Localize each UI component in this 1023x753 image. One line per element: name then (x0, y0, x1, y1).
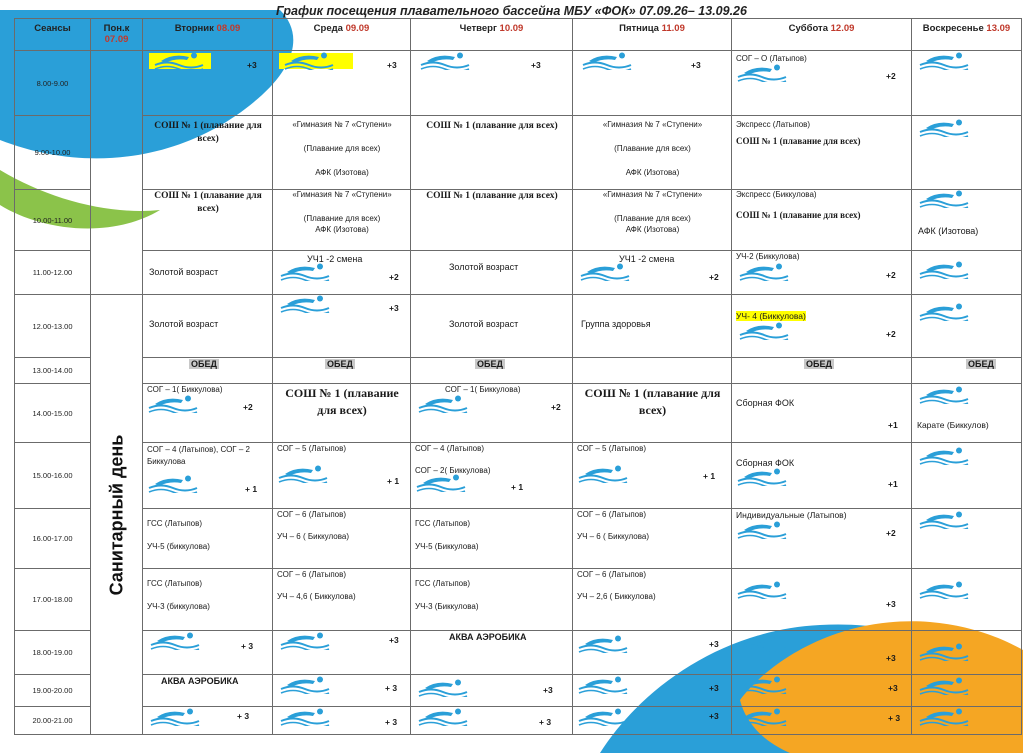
tue-1100 (143, 251, 273, 295)
cell-text: СОГ – 1( Биккулова) (445, 385, 521, 394)
swimmer-icon (277, 465, 329, 483)
swimmer-icon (415, 474, 467, 492)
sun-0800 (912, 51, 1022, 116)
thu-1200 (411, 295, 573, 358)
tue-1400 (143, 384, 273, 443)
sat-0900 (732, 116, 912, 190)
cell-text: ОБЕД (806, 359, 832, 369)
cell-text: (Плавание для всех) (614, 214, 691, 223)
cell-text: СОШ № 1 (плавание для всех) (285, 386, 399, 417)
swimmer-icon (147, 395, 199, 413)
tue-1800 (143, 631, 273, 675)
cell-text: «Гимназия № 7 «Ступени» (292, 120, 392, 129)
cell-text: + 1 (245, 484, 258, 494)
sat-1900 (732, 675, 912, 707)
header-friday: Пятница 11.09 (573, 19, 732, 51)
cell-text: СОШ № 1 (плавание для всех) (736, 210, 861, 220)
header-wednesday: Среда 09.09 (273, 19, 411, 51)
cell-text: +2 (389, 272, 399, 282)
cell-text: СОШ № 1 (плавание для всех) (426, 191, 558, 201)
thu-2000 (411, 707, 573, 735)
swimmer-icon (581, 52, 633, 70)
header-thursday: Четверг 10.09 (411, 19, 573, 51)
cell-text: СОГ – 6 (Латыпов) (277, 510, 347, 519)
cell-text: +3 (888, 683, 898, 693)
thu-1600 (411, 509, 573, 569)
cell-text: +3 (543, 685, 553, 695)
cell-text: АФК (Изотова) (918, 226, 979, 236)
fri-1200 (573, 295, 732, 358)
cell-text: Сборная ФОК (736, 458, 795, 468)
time-slot: 11.00-12.00 (15, 251, 91, 295)
table-row (15, 358, 1022, 384)
cell-text: ОБЕД (191, 359, 217, 369)
table-row (15, 707, 1022, 735)
sun-1000 (912, 190, 1022, 251)
cell-text: СОШ № 1 (плавание для всех) (154, 191, 262, 214)
cell-text: + 3 (241, 641, 254, 651)
table-row (15, 51, 1022, 116)
fri-2000 (573, 707, 732, 735)
swimmer-icon (918, 119, 970, 137)
time-slot: 9.00-10.00 (15, 116, 91, 190)
cell-text: СОГ – 4 (Латыпов) (415, 444, 485, 453)
tue-1600 (143, 509, 273, 569)
cell-text: + 3 (888, 713, 901, 723)
cell-text: + 3 (539, 717, 552, 727)
tue-lunch (143, 358, 273, 384)
sun-1600 (912, 509, 1022, 569)
swimmer-icon (577, 676, 629, 694)
cell-text: Карате (Биккулов) (917, 420, 989, 430)
cell-text: «Гимназия № 7 «Ступени» (602, 190, 703, 199)
cell-text: УЧ – 2,6 ( Биккулова) (577, 592, 656, 601)
cell-text: «Гимназия № 7 «Ступени» (292, 190, 392, 199)
cell-text: СОГ – 2( Биккулова) (415, 466, 491, 475)
swimmer-icon (577, 708, 629, 726)
swimmer-icon (153, 52, 205, 70)
cell-text: Золотой возраст (149, 319, 219, 329)
sun-1800 (912, 631, 1022, 675)
swimmer-icon (417, 395, 469, 413)
thu-0800 (411, 51, 573, 116)
cell-text: СОШ № 1 (плавание для всех) (154, 121, 262, 144)
swimmer-icon (283, 52, 335, 70)
cell-text: Экспресс (Биккулова) (736, 190, 817, 199)
cell-text: АФК (Изотова) (315, 225, 369, 234)
sat-1500 (732, 443, 912, 509)
wed-1700 (273, 569, 411, 631)
cell-text: Группа здоровья (581, 319, 651, 329)
cell-text: УЧ1 -2 смена (619, 254, 675, 264)
cell-text: СОГ – 6 (Латыпов) (277, 570, 347, 579)
fri-0800 (573, 51, 732, 116)
wed-1100 (273, 251, 411, 295)
sat-1100 (732, 251, 912, 295)
time-slot: 8.00-9.00 (15, 51, 91, 116)
wed-1000 (273, 190, 411, 251)
thu-1500 (411, 443, 573, 509)
wed-1400 (273, 384, 411, 443)
cell-text: Экспресс (Латыпов) (736, 120, 811, 129)
swimmer-icon (736, 676, 788, 694)
sat-lunch (732, 358, 912, 384)
header-tuesday: Вторник 08.09 (143, 19, 273, 51)
cell-text: +3 (709, 683, 719, 693)
sanitary-day-label: Санитарный день (106, 434, 126, 595)
fri-0900 (573, 116, 732, 190)
cell-text: +3 (531, 60, 541, 70)
cell-text: ГСС (Латыпов) (415, 579, 471, 588)
header-row (15, 19, 1022, 51)
sun-1100 (912, 251, 1022, 295)
swimmer-icon (736, 521, 788, 539)
table-row (15, 295, 1022, 358)
swimmer-icon (918, 52, 970, 70)
table-row (15, 251, 1022, 295)
cell-text: АКВА АЭРОБИКА (161, 676, 239, 686)
cell-text: +2 (243, 402, 253, 412)
sat-0800 (732, 51, 912, 116)
cell-text: СОШ № 1 (плавание для всех) (426, 121, 558, 131)
sat-1400 (732, 384, 912, 443)
cell-text: + 1 (387, 476, 400, 486)
cell-text: УЧ-2 (Биккулова) (736, 252, 800, 261)
cell-text: ГСС (Латыпов) (415, 519, 471, 528)
sat-1000 (732, 190, 912, 251)
swimmer-icon (918, 708, 970, 726)
cell-text: СОГ – 4 (Латыпов), СОГ – 2 Биккулова (147, 445, 250, 466)
wed-1900 (273, 675, 411, 707)
cell-text: +3 (389, 635, 399, 645)
monday-cell (91, 51, 143, 295)
table-row (15, 569, 1022, 631)
swimmer-icon (279, 676, 331, 694)
cell-text: ОБЕД (968, 359, 994, 369)
cell-text: Золотой возраст (149, 267, 219, 277)
cell-text: СОГ – 5 (Латыпов) (577, 444, 647, 453)
thu-lunch (411, 358, 573, 384)
cell-text: ГСС (Латыпов) (147, 579, 203, 588)
table-row (15, 509, 1022, 569)
swimmer-icon (738, 322, 790, 340)
cell-text: + 3 (385, 717, 398, 727)
cell-text: СОГ – 6 (Латыпов) (577, 570, 647, 579)
swimmer-icon (738, 263, 790, 281)
cell-text: +1 (888, 420, 898, 430)
swimmer-icon (279, 295, 331, 313)
sun-1900 (912, 675, 1022, 707)
wed-0900 (273, 116, 411, 190)
swimmer-icon (417, 708, 469, 726)
swimmer-icon (279, 263, 331, 281)
thu-1800 (411, 631, 573, 675)
fri-1500 (573, 443, 732, 509)
cell-text: УЧ- 4 (Биккулова) (736, 311, 806, 321)
swimmer-icon (918, 447, 970, 465)
cell-text: (Плавание для всех) (614, 144, 691, 153)
swimmer-icon (417, 679, 469, 697)
sun-1400 (912, 384, 1022, 443)
wed-0800 (273, 51, 411, 116)
time-slot: 15.00-16.00 (15, 443, 91, 509)
thu-1400 (411, 384, 573, 443)
tue-0800 (143, 51, 273, 116)
cell-text: + 1 (703, 471, 716, 481)
cell-text: +2 (886, 329, 896, 339)
wed-1500 (273, 443, 411, 509)
table-row (15, 675, 1022, 707)
wed-1600 (273, 509, 411, 569)
wed-1800 (273, 631, 411, 675)
wed-2000 (273, 707, 411, 735)
swimmer-icon (918, 190, 970, 208)
table-row (15, 190, 1022, 251)
cell-text: ГСС (Латыпов) (147, 519, 203, 528)
sat-1700 (732, 569, 912, 631)
cell-text: Индивидуальные (Латыпов) (736, 510, 847, 520)
thu-1900 (411, 675, 573, 707)
swimmer-icon (736, 468, 788, 486)
cell-text: ОБЕД (477, 359, 503, 369)
cell-text: СОГ – О (Латыпов) (736, 54, 807, 63)
swimmer-icon (147, 475, 199, 493)
wed-lunch (273, 358, 411, 384)
table-row (15, 384, 1022, 443)
time-slot: 14.00-15.00 (15, 384, 91, 443)
cell-text: УЧ – 4,6 ( Биккулова) (277, 592, 356, 601)
time-slot: 12.00-13.00 (15, 295, 91, 358)
cell-text: + 1 (511, 482, 524, 492)
thu-1100 (411, 251, 573, 295)
table-row (15, 116, 1022, 190)
cell-text: СОШ № 1 (плавание для всех) (736, 136, 861, 146)
cell-text: +3 (389, 303, 399, 313)
swimmer-icon (149, 708, 201, 726)
swimmer-icon (419, 52, 471, 70)
header-monday: Пон.к 07.09 (91, 19, 143, 51)
cell-text: +2 (886, 270, 896, 280)
fri-1100 (573, 251, 732, 295)
cell-text: +3 (247, 60, 257, 70)
cell-text: +2 (886, 528, 896, 538)
sun-0900 (912, 116, 1022, 190)
time-slot: 18.00-19.00 (15, 631, 91, 675)
sat-1600 (732, 509, 912, 569)
swimmer-icon (149, 632, 201, 650)
time-slot: 17.00-18.00 (15, 569, 91, 631)
cell-text: +2 (551, 402, 561, 412)
cell-text: АФК (Изотова) (625, 225, 680, 234)
swimmer-icon (918, 643, 970, 661)
cell-text: + 3 (237, 711, 250, 721)
swimmer-icon (736, 708, 788, 726)
fri-1000 (573, 190, 732, 251)
tue-2000 (143, 707, 273, 735)
swimmer-icon (918, 386, 970, 404)
swimmer-icon (918, 261, 970, 279)
tue-1200 (143, 295, 273, 358)
cell-text: УЧ-3 (биккулова) (147, 602, 210, 611)
thu-1000 (411, 190, 573, 251)
thu-1700 (411, 569, 573, 631)
cell-text: +2 (886, 71, 896, 81)
time-slot: 19.00-20.00 (15, 675, 91, 707)
swimmer-icon (918, 511, 970, 529)
swimmer-icon (918, 677, 970, 695)
cell-text: УЧ1 -2 смена (307, 254, 363, 264)
fri-lunch (573, 358, 732, 384)
swimmer-icon (579, 263, 631, 281)
swimmer-icon (577, 465, 629, 483)
tue-1900 (143, 675, 273, 707)
time-slot: 13.00-14.00 (15, 358, 91, 384)
swimmer-icon (918, 581, 970, 599)
swimmer-icon (918, 303, 970, 321)
sat-2000 (732, 707, 912, 735)
cell-text: АФК (Изотова) (625, 168, 680, 177)
cell-text: +3 (387, 60, 397, 70)
fri-1400 (573, 384, 732, 443)
header-sunday: Воскресенье 13.09 (912, 19, 1022, 51)
cell-text: (Плавание для всех) (303, 144, 381, 153)
wed-1200 (273, 295, 411, 358)
cell-text: УЧ – 6 ( Биккулова) (577, 532, 649, 541)
swimmer-icon (279, 632, 331, 650)
tue-1500 (143, 443, 273, 509)
time-slot: 10.00-11.00 (15, 190, 91, 251)
fri-1700 (573, 569, 732, 631)
cell-text: Золотой возраст (449, 262, 519, 272)
fri-1600 (573, 509, 732, 569)
header-saturday: Суббота 12.09 (732, 19, 912, 51)
schedule-table (14, 18, 1022, 735)
cell-text: УЧ – 6 ( Биккулова) (277, 532, 349, 541)
fri-1800 (573, 631, 732, 675)
cell-text: +3 (709, 639, 719, 649)
fri-1900 (573, 675, 732, 707)
cell-text: +3 (691, 60, 701, 70)
tue-1000 (143, 190, 273, 251)
cell-text: УЧ-5 (биккулова) (147, 542, 210, 551)
cell-text: СОГ – 5 (Латыпов) (277, 444, 347, 453)
swimmer-icon (736, 581, 788, 599)
cell-text: АКВА АЭРОБИКА (449, 632, 527, 642)
cell-text: СОГ – 1( Биккулова) (147, 385, 223, 394)
cell-text: СОГ – 6 (Латыпов) (577, 510, 647, 519)
time-slot: 20.00-21.00 (15, 707, 91, 735)
thu-0900 (411, 116, 573, 190)
sun-1200 (912, 295, 1022, 358)
cell-text: +3 (886, 599, 896, 609)
cell-text: (Плавание для всех) (303, 214, 381, 223)
cell-text: +2 (709, 272, 719, 282)
cell-text: +3 (886, 653, 896, 663)
sun-1500 (912, 443, 1022, 509)
cell-text: ОБЕД (327, 359, 353, 369)
swimmer-icon (577, 635, 629, 653)
sun-2000 (912, 707, 1022, 735)
cell-text: АФК (Изотова) (315, 168, 369, 177)
swimmer-icon (736, 64, 788, 82)
tue-1700 (143, 569, 273, 631)
sat-1800 (732, 631, 912, 675)
cell-text: УЧ-5 (Биккулова) (415, 542, 479, 551)
swimmer-icon (279, 708, 331, 726)
cell-text: СОШ № 1 (плавание для всех) (584, 386, 721, 417)
page-title: График посещения плавательного бассейна МБУ «ФОК» 07.09.26– 13.09.26 (276, 4, 747, 18)
cell-text: УЧ-3 (Биккулова) (415, 602, 479, 611)
table-row (15, 443, 1022, 509)
cell-text: Сборная ФОК (736, 398, 795, 408)
sun-1700 (912, 569, 1022, 631)
cell-text: Золотой возраст (449, 319, 519, 329)
cell-text: +3 (709, 711, 719, 721)
time-slot: 16.00-17.00 (15, 509, 91, 569)
swimmer-icon (736, 635, 788, 653)
tue-0900 (143, 116, 273, 190)
cell-text: + 3 (385, 683, 398, 693)
cell-text: +1 (888, 479, 898, 489)
table-row (15, 631, 1022, 675)
cell-text: «Гимназия № 7 «Ступени» (602, 120, 703, 129)
sat-1200 (732, 295, 912, 358)
sanitary-day-cell (91, 295, 143, 735)
sun-lunch (912, 358, 1022, 384)
header-sessions: Сеансы (15, 19, 91, 51)
